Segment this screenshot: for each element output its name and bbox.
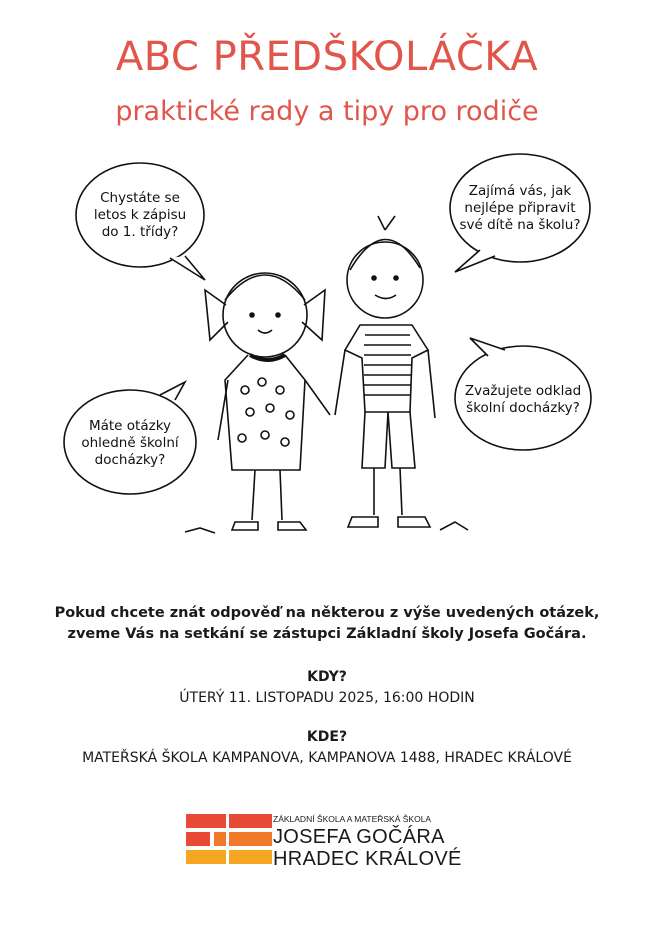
boy-figure [335, 216, 435, 527]
bubble-top-right-text: Zajímá vás, jak nejlépe připravit své dítě na školu? [459, 183, 581, 233]
bubble-top-left-text: Chystáte se letos k zápisu do 1. třídy? [93, 190, 187, 240]
when-value: ÚTERÝ 11. LISTOPADU 2025, 16:00 HODIN [179, 690, 475, 706]
logo-line1: JOSEFA GOČÁRA [273, 826, 445, 848]
when-label: KDY? [307, 669, 347, 685]
bubble-bottom-right-text: Zvažujete odklad školní docházky? [464, 383, 582, 416]
invitation-text: Pokud chcete znát odpověď na některou z výše uvedených otázek, zveme Vás na setkání se zástupci Základní školy Josefa Gočára. [54, 605, 600, 642]
girl-figure [205, 273, 330, 530]
ground-grass [185, 528, 215, 533]
page-title: ABC PŘEDŠKOLÁČKA [115, 34, 539, 80]
page-subtitle: praktické rady a tipy pro rodiče [115, 96, 539, 127]
where-value: MATEŘSKÁ ŠKOLA KAMPANOVA, KAMPANOVA 1488, HRADEC KRÁLOVÉ [82, 750, 572, 766]
ground-flower [440, 522, 468, 530]
logo-small-text: ZÁKLADNÍ ŠKOLA A MATEŘSKÁ ŠKOLA [273, 814, 432, 824]
school-logo-mark [186, 810, 272, 868]
where-label: KDE? [306, 729, 348, 745]
logo-line2: HRADEC KRÁLOVÉ [273, 848, 462, 870]
bubble-bottom-left-text: Máte otázky ohledně školní docházky? [81, 418, 179, 468]
